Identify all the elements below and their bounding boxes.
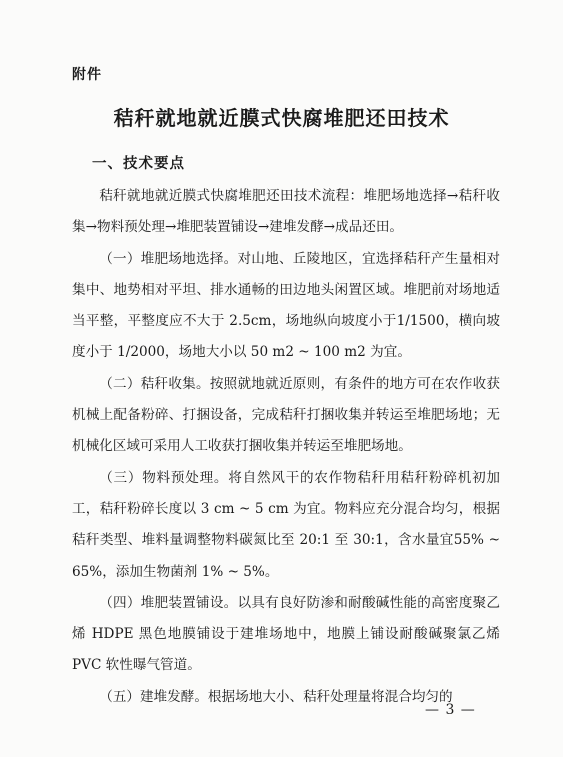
document-body	[72, 181, 500, 713]
paragraph-site-selection: （一）堆肥场地选择。对山地、丘陵地区，宜选择秸秆产生量相对集中、地势相对平坦、排水通畅的田边地头闲置区域。堆肥前对场地适当平整，平整度应不大于 2.5cm，场地纵向坡度小于1/1500，横向坡度小于 1/2000，场地大小以 50 m2 ~ 100 m2 为宜。	[72, 250, 500, 361]
section-heading: 一、技术要点	[92, 156, 185, 172]
paragraph-pile-fermentation: （五）建堆发酵。根据场地大小、秸秆处理量将混合均匀的	[99, 688, 453, 705]
paragraph-process-flow: 秸秆就地就近膜式快腐堆肥还田技术流程：堆肥场地选择→秸秆收集→物料预处理→堆肥装置铺设→建堆发酵→成品还田。	[72, 188, 500, 236]
document-title: 秸秆就地就近膜式快腐堆肥还田技术	[113, 106, 450, 130]
paragraph-material-pretreatment: （三）物料预处理。将自然风干的农作物秸秆用秸秆粉碎机初加工，秸秆粉碎长度以 3 cm ~ 5 cm 为宜。物料应充分混合均匀，根据秸秆类型、堆料量调整物料碳氮比至 20:1 至 30:1，含水量宜55% ~ 65%，添加生物菌剂 1% ~ 5%。	[72, 469, 500, 580]
page-number: — 3 —	[425, 702, 476, 718]
paragraph-straw-collection: （二）秸秆收集。按照就地就近原则，有条件的地方可在农作收获机械上配备粉碎、打捆设备，完成秸秆打捆收集并转运至堆肥场地；无机械化区域可采用人工收获打捆收集并转运至堆肥场地。	[72, 375, 500, 455]
paragraph-device-laying: （四）堆肥装置铺设。以具有良好防渗和耐酸碱性能的高密度聚乙烯 HDPE 黑色地膜铺设于建堆场地中，地膜上铺设耐酸碱聚氯乙烯 PVC 软性曝气管道。	[72, 594, 500, 674]
attachment-label: 附件	[72, 67, 102, 83]
